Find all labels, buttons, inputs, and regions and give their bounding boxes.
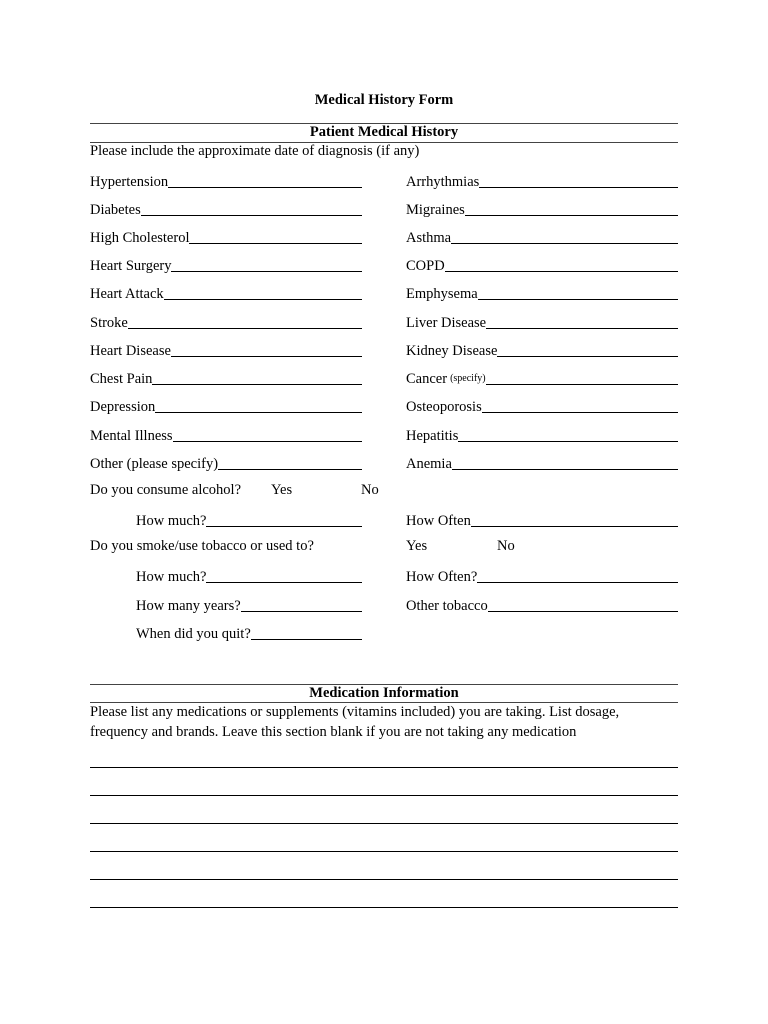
field-blank[interactable] xyxy=(128,312,362,329)
field-blank[interactable] xyxy=(141,199,362,216)
field-depression[interactable] xyxy=(90,394,362,416)
field-chest-pain[interactable] xyxy=(90,366,362,388)
field-label: How much? xyxy=(136,569,207,585)
field-blank[interactable] xyxy=(451,227,678,244)
field-blank[interactable] xyxy=(486,368,678,385)
alcohol-yes-option[interactable]: Yes xyxy=(271,482,293,498)
field-label: Heart Surgery xyxy=(90,258,172,274)
tobacco-yes-option[interactable]: Yes xyxy=(406,538,428,554)
field-blank[interactable] xyxy=(152,368,362,385)
field-label: How many years? xyxy=(136,598,241,614)
history-section-title: Patient Medical History xyxy=(309,124,459,140)
medication-entry-line[interactable] xyxy=(90,851,678,852)
field-blank[interactable] xyxy=(171,340,362,357)
tobacco-question: Do you smoke/use tobacco or used to? xyxy=(90,538,314,554)
field-label: High Cholesterol xyxy=(90,230,190,246)
field-blank[interactable] xyxy=(168,171,362,188)
cancer-specify-note: (specify) xyxy=(450,373,486,384)
field-other[interactable] xyxy=(90,451,362,473)
field-blank[interactable] xyxy=(479,171,678,188)
field-label: Heart Disease xyxy=(90,343,171,359)
field-blank[interactable] xyxy=(171,255,362,272)
field-liver-disease[interactable] xyxy=(406,310,678,332)
field-blank[interactable] xyxy=(497,340,678,357)
field-blank[interactable] xyxy=(206,566,362,583)
field-copd[interactable] xyxy=(406,253,678,275)
field-tobacco-how-often[interactable] xyxy=(406,564,678,586)
field-hepatitis[interactable] xyxy=(406,423,678,445)
field-label: Arrhythmias xyxy=(406,174,480,190)
medication-entry-line[interactable] xyxy=(90,907,678,908)
field-blank[interactable] xyxy=(471,510,678,527)
medication-entry-line[interactable] xyxy=(90,767,678,768)
field-label: Migraines xyxy=(406,202,465,218)
field-heart-attack[interactable] xyxy=(90,281,362,303)
medication-entry-line[interactable] xyxy=(90,795,678,796)
field-blank[interactable] xyxy=(445,255,678,272)
field-osteoporosis[interactable] xyxy=(406,394,678,416)
field-label: Osteoporosis xyxy=(406,399,482,415)
field-label: Hepatitis xyxy=(406,428,459,444)
field-other-tobacco[interactable] xyxy=(406,593,678,615)
field-alcohol-how-much[interactable] xyxy=(136,508,362,530)
field-tobacco-years[interactable] xyxy=(136,593,362,615)
field-blank[interactable] xyxy=(482,396,678,413)
field-blank[interactable] xyxy=(458,425,678,442)
field-kidney-disease[interactable] xyxy=(406,338,678,360)
field-label: Chest Pain xyxy=(90,371,153,387)
field-hypertension[interactable] xyxy=(90,169,362,191)
field-alcohol-how-often[interactable] xyxy=(406,508,678,530)
field-arrhythmias[interactable] xyxy=(406,169,678,191)
medication-instruction: Please list any medications or supplements (vitamins included) you are taking. List dosage, frequency and brands. Leave this section blank if you are not taking any medication xyxy=(90,704,620,740)
field-blank[interactable] xyxy=(486,312,678,329)
field-label: How Often? xyxy=(406,569,478,585)
field-blank[interactable] xyxy=(477,566,678,583)
field-label: Emphysema xyxy=(406,286,478,302)
field-blank[interactable] xyxy=(465,199,678,216)
field-stroke[interactable] xyxy=(90,310,362,332)
field-blank[interactable] xyxy=(189,227,362,244)
field-blank[interactable] xyxy=(478,283,678,300)
field-label: Kidney Disease xyxy=(406,343,498,359)
field-label: Diabetes xyxy=(90,202,141,218)
field-blank[interactable] xyxy=(206,510,362,527)
alcohol-no-option[interactable]: No xyxy=(361,482,379,498)
field-asthma[interactable] xyxy=(406,225,678,247)
field-blank[interactable] xyxy=(452,453,678,470)
field-emphysema[interactable] xyxy=(406,281,678,303)
field-blank[interactable] xyxy=(251,623,362,640)
medication-entry-line[interactable] xyxy=(90,879,678,880)
field-blank[interactable] xyxy=(155,396,362,413)
field-label: Liver Disease xyxy=(406,315,487,331)
field-label: Hypertension xyxy=(90,174,169,190)
field-label: How Often xyxy=(406,513,471,529)
field-cancer[interactable] xyxy=(406,366,678,388)
field-label: How much? xyxy=(136,513,207,529)
field-high-cholesterol[interactable] xyxy=(90,225,362,247)
field-mental-illness[interactable] xyxy=(90,423,362,445)
field-label: Other tobacco xyxy=(406,598,488,614)
field-blank[interactable] xyxy=(164,283,362,300)
field-blank[interactable] xyxy=(173,425,362,442)
field-label: When did you quit? xyxy=(136,626,251,642)
tobacco-no-option[interactable]: No xyxy=(497,538,515,554)
field-blank[interactable] xyxy=(488,595,678,612)
field-tobacco-quit[interactable] xyxy=(136,621,362,643)
field-label: Anemia xyxy=(406,456,452,472)
field-heart-disease[interactable] xyxy=(90,338,362,360)
field-migraines[interactable] xyxy=(406,197,678,219)
field-diabetes[interactable] xyxy=(90,197,362,219)
field-label: Asthma xyxy=(406,230,452,246)
field-label: Cancer xyxy=(406,371,448,387)
form-title: Medical History Form xyxy=(314,92,454,108)
alcohol-question: Do you consume alcohol? xyxy=(90,482,242,498)
field-label: Heart Attack xyxy=(90,286,164,302)
field-label: Depression xyxy=(90,399,156,415)
field-label: COPD xyxy=(406,258,445,274)
field-tobacco-how-much[interactable] xyxy=(136,564,362,586)
medication-entry-line[interactable] xyxy=(90,823,678,824)
field-label: Other (please specify) xyxy=(90,456,219,472)
field-label: Stroke xyxy=(90,315,128,331)
medication-section-title: Medication Information xyxy=(309,685,459,701)
history-instruction: Please include the approximate date of diagnosis (if any) xyxy=(90,143,420,159)
field-blank[interactable] xyxy=(218,453,362,470)
field-anemia[interactable] xyxy=(406,451,678,473)
field-heart-surgery[interactable] xyxy=(90,253,362,275)
field-blank[interactable] xyxy=(241,595,362,612)
field-label: Mental Illness xyxy=(90,428,173,444)
